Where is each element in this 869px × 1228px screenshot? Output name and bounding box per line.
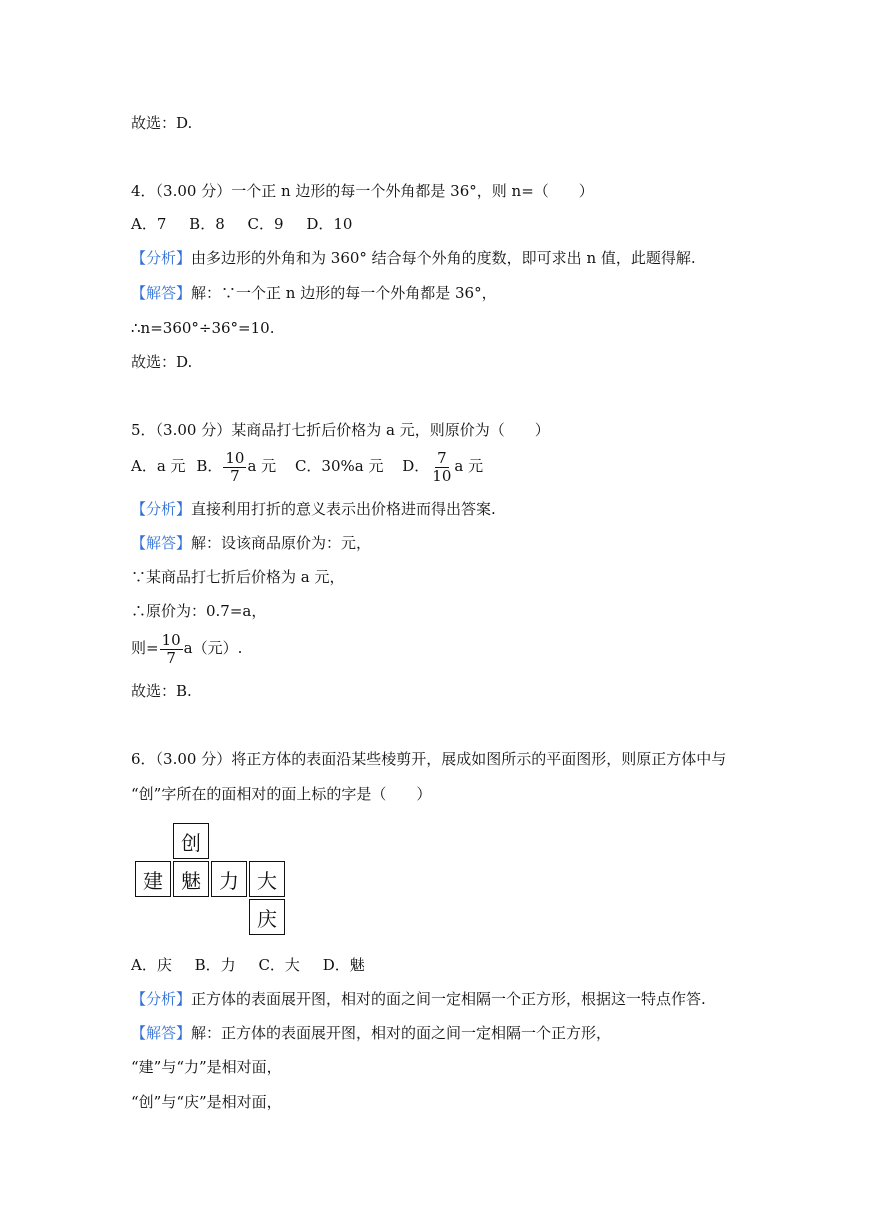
q4-solution-text: 解：∵一个正 n 边形的每一个外角都是 36°， <box>191 284 497 302</box>
q5-solution-tag: 【解答】 <box>131 534 192 552</box>
net-cell-row-1: 建 <box>135 861 171 897</box>
q4-analysis <box>131 248 696 268</box>
q5-step1: ∵某商品打七折后价格为 a 元， <box>131 568 345 586</box>
q4-solution <box>131 283 497 303</box>
q5-options <box>131 448 483 485</box>
net-cell-row-4: 大 <box>249 861 285 897</box>
q3-answer: 故选：D. <box>131 114 193 132</box>
q4-analysis-tag: 【分析】 <box>131 249 192 267</box>
q5-option-b-numerator: 10 <box>225 448 245 467</box>
q5-option-c: C．30%a 元 <box>294 457 384 475</box>
q5-option-b-fraction <box>223 450 246 485</box>
q5-answer: 故选：B. <box>131 682 192 700</box>
cube-net-figure <box>135 823 295 941</box>
q6-options <box>131 955 383 975</box>
q6-option-d: D．魅 <box>322 956 365 974</box>
q5-step2: ∴原价为：0.7=a， <box>131 602 267 620</box>
q6-option-c: C．大 <box>258 956 300 974</box>
q4-solution-tag: 【解答】 <box>131 284 192 302</box>
q5-step3-prefix: 则= <box>131 639 159 657</box>
q4-stem: 4．（3.00 分）一个正 n 边形的每一个外角都是 36°，则 n=（ ） <box>131 182 594 200</box>
q5-analysis-tag: 【分析】 <box>131 500 192 518</box>
q5-option-a: A．a 元 <box>131 457 186 475</box>
q5-option-b-suffix: a 元 <box>247 457 277 475</box>
q5-option-d <box>402 448 484 485</box>
q6-analysis-text: 正方体的表面展开图，相对的面之间一定相隔一个正方形，根据这一特点作答. <box>191 990 706 1008</box>
net-cell-top: 创 <box>173 823 209 859</box>
q5-step3 <box>131 630 242 667</box>
q5-option-b-denominator: 7 <box>230 466 240 485</box>
q6-step2: “创”与“庆”是相对面， <box>131 1093 282 1111</box>
q5-option-d-numerator: 7 <box>437 448 447 467</box>
q5-solution <box>131 533 371 553</box>
q6-analysis <box>131 989 706 1009</box>
q5-solution-text: 解：设该商品原价为：元， <box>191 534 372 552</box>
q5-step3-denominator: 7 <box>166 648 176 667</box>
q4-answer: 故选：D. <box>131 353 193 371</box>
q5-option-d-suffix: a 元 <box>454 457 484 475</box>
q6-solution-text: 解：正方体的表面展开图，相对的面之间一定相隔一个正方形， <box>191 1024 612 1042</box>
q4-option-a: A．7 <box>131 215 167 233</box>
net-cell-row-2: 魅 <box>173 861 209 897</box>
q6-solution <box>131 1023 611 1043</box>
q6-analysis-tag: 【分析】 <box>131 990 192 1008</box>
q4-analysis-text: 由多边形的外角和为 360° 结合每个外角的度数，即可求出 n 值，此题得解. <box>191 249 696 267</box>
q4-option-c: C．9 <box>247 215 284 233</box>
q5-analysis-text: 直接利用打折的意义表示出价格进而得出答案. <box>191 500 496 518</box>
net-cell-row-3: 力 <box>211 861 247 897</box>
q6-solution-tag: 【解答】 <box>131 1024 192 1042</box>
q6-stem-line1: 6．（3.00 分）将正方体的表面沿某些棱剪开，展成如图所示的平面图形，则原正方体中与 <box>131 750 727 768</box>
q6-stem-line2: “创”字所在的面相对的面上标的字是（ ） <box>131 785 432 803</box>
q6-step1: “建”与“力”是相对面， <box>131 1058 282 1076</box>
q5-option-b <box>196 448 277 485</box>
q6-option-b: B．力 <box>194 956 236 974</box>
q5-option-d-fraction <box>430 450 453 485</box>
q5-option-d-denominator: 10 <box>432 466 452 485</box>
q4-step1: ∴n=360°÷36°=10. <box>131 319 275 337</box>
q6-option-a: A．庆 <box>131 956 172 974</box>
q5-option-b-prefix: B． <box>196 457 223 475</box>
q5-step3-fraction <box>160 632 183 667</box>
q5-step3-suffix: a（元）. <box>183 639 243 657</box>
q4-option-b: B．8 <box>189 215 225 233</box>
q5-analysis <box>131 499 496 519</box>
q5-option-d-prefix: D． <box>402 457 430 475</box>
q5-step3-numerator: 10 <box>161 630 181 649</box>
net-cell-bottom: 庆 <box>249 899 285 935</box>
q4-options <box>131 214 370 234</box>
q4-option-d: D．10 <box>306 215 353 233</box>
q5-stem: 5．（3.00 分）某商品打七折后价格为 a 元，则原价为（ ） <box>131 421 550 439</box>
